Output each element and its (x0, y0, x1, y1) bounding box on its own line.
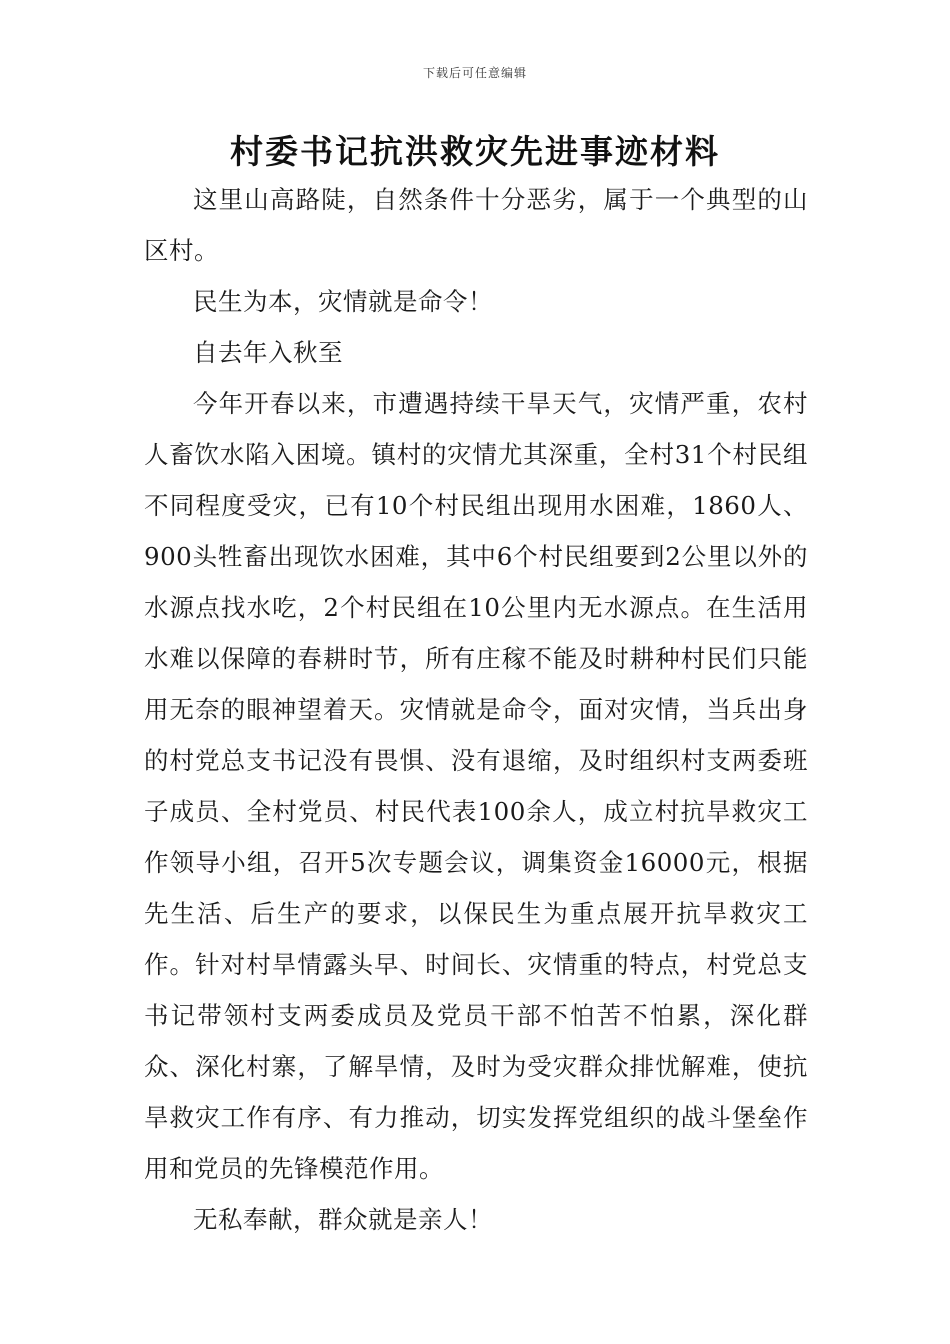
paragraph-3: 自去年入秋至 (193, 338, 343, 367)
paragraph-1: 这里山高路陡，自然条件十分恶劣，属于一个典型的山区村。 (144, 185, 808, 265)
paragraph-5: 无私奉献，群众就是亲人！ (193, 1205, 493, 1234)
paragraph-2: 民生为本，灾情就是命令！ (193, 287, 493, 316)
document-title: 村委书记抗洪救灾先进事迹材料 (230, 132, 720, 171)
header-note: 下载后可任意编辑 (422, 66, 527, 80)
document-body (144, 174, 808, 1245)
paragraph-4: 今年开春以来，市遭遇持续干旱天气，灾情严重，农村人畜饮水陷入困境。镇村的灾情尤其深重，全村31个村民组不同程度受灾，已有10个村民组出现用水困难，1860人、900头牲畜出现饮水困难，其中6个村民组要到2公里以外的水源点找水吃，2个村民组在10公里内无水源点。在生活用水难以保障的春耕时节，所有庄稼不能及时耕种村民们只能用无奈的眼神望着天。灾情就是命令，面对灾情，当兵出身的村党总支书记没有畏惧、没有退缩，及时组织村支两委班子成员、全村党员、村民代表100余人，成立村抗旱救灾工作领导小组，召开5次专题会议，调集资金16000元，根据先生活、后生产的要求，以保民生为重点展开抗旱救灾工作。针对村旱情露头早、时间长、灾情重的特点，村党总支书记带领村支两委成员及党员干部不怕苦不怕累，深化群众、深化村寨，了解旱情，及时为受灾群众排忧解难，使抗旱救灾工作有序、有力推动，切实发挥党组织的战斗堡垒作用和党员的先锋模范作用。 (144, 389, 808, 1183)
